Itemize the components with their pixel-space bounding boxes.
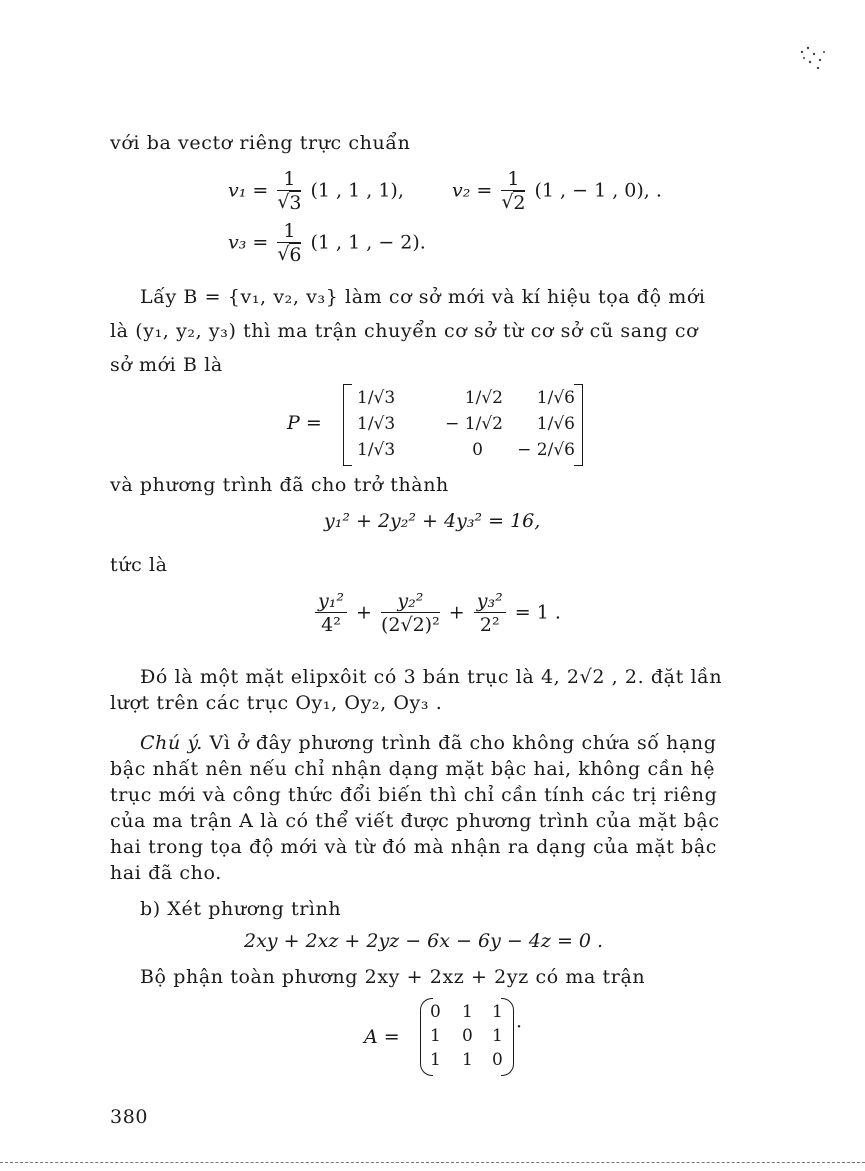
v3-lhs: v₃ =: [228, 231, 269, 254]
text-line: tức là: [110, 554, 168, 576]
equation-b: 2xy + 2xz + 2yz − 6x − 6y − 4z = 0 .: [244, 930, 604, 952]
text-line: của ma trận A là có thể viết được phương trình của mặt bậc: [110, 810, 720, 832]
text-line: hai đã cho.: [110, 862, 222, 884]
equation-v2: [452, 168, 662, 215]
matrix-a-cell: 1: [462, 1050, 473, 1070]
matrix-a-cell: 0: [462, 1026, 473, 1046]
matrix-p-cell: 0: [472, 440, 483, 460]
matrix-a-cell: 1: [430, 1026, 441, 1046]
ellipsoid-term2-denominator: (2√2)²: [380, 614, 440, 636]
matrix-p-cell: 1/√2: [464, 388, 503, 408]
note-label: Chú ý.: [140, 732, 203, 754]
equation-y: y₁² + 2y₂² + 4y₃² = 16,: [324, 510, 541, 532]
matrix-p-cell: 1/√6: [536, 388, 575, 408]
matrix-p-cell: 1/√3: [357, 414, 396, 434]
note-text: Vì ở đây phương trình đã cho không chứa số hạng: [202, 732, 717, 754]
matrix-p-cell: 1/√6: [536, 414, 575, 434]
matrix-p-cell: 1/√3: [357, 388, 396, 408]
note-paragraph-start: [140, 730, 717, 756]
matrix-p-cell: 1/√3: [357, 440, 396, 460]
ellipsoid-term1-numerator: y₁²: [315, 590, 347, 613]
v2-lhs: v₂ =: [452, 179, 493, 202]
matrix-p: [343, 384, 583, 466]
equation-v1: [228, 168, 404, 215]
matrix-p-label: P =: [287, 412, 322, 434]
matrix-a-cell: 1: [430, 1050, 441, 1070]
text-line: là (y₁, y₂, y₃) thì ma trận chuyển cơ sở từ cơ sở cũ sang cơ: [110, 320, 699, 342]
ellipsoid-term2-numerator: y₂²: [381, 590, 440, 613]
matrix-a-cell: 1: [462, 1002, 473, 1022]
equation-v3: [228, 220, 426, 267]
text-line: và phương trình đã cho trở thành: [110, 474, 449, 496]
matrix-a-dot: ·: [516, 1016, 523, 1038]
page-corner-stamp-icon: [790, 38, 830, 78]
text-line: Đó là một mặt elipxôit có 3 bán trục là 4, 2√2 , 2. đặt lần: [140, 666, 723, 688]
ellipsoid-term3-denominator: 2²: [479, 614, 500, 636]
matrix-p-cell: − 1/√2: [445, 414, 503, 434]
text-line: với ba vectơ riêng trực chuẩn: [110, 132, 411, 154]
text-line: lượt trên các trục Oy₁, Oy₂, Oy₃ .: [110, 692, 443, 714]
matrix-p-cell: − 2/√6: [517, 440, 575, 460]
ellipsoid-plus: +: [448, 601, 465, 624]
v2-denominator: 2: [513, 192, 526, 214]
v3-numerator: 1: [277, 220, 301, 243]
v1-numerator: 1: [277, 168, 301, 191]
text-line: Bộ phận toàn phương 2xy + 2xz + 2yz có ma trận: [140, 966, 646, 988]
page-bottom-rule: [0, 1162, 865, 1163]
ellipsoid-rhs: = 1 .: [514, 601, 561, 624]
matrix-a-cell: 0: [492, 1050, 503, 1070]
ellipsoid-term1-denominator: 4²: [321, 614, 341, 636]
equation-ellipsoid: [312, 590, 561, 637]
matrix-a-cell: 1: [492, 1026, 503, 1046]
text-line: trục mới và công thức đổi biến thì chỉ cần tính các trị riêng: [110, 784, 718, 806]
text-line: hai trong tọa độ mới và từ đó mà nhận ra dạng của mặt bậc: [110, 836, 718, 858]
v1-vector: (1 , 1 , 1),: [310, 179, 404, 202]
v3-vector: (1 , 1 , − 2).: [310, 231, 426, 254]
matrix-a-cell: 0: [430, 1002, 441, 1022]
ellipsoid-plus: +: [356, 601, 372, 624]
text-line: b) Xét phương trình: [140, 898, 342, 920]
v3-denominator: 6: [289, 244, 302, 266]
v2-numerator: 1: [501, 168, 525, 191]
text-line: Lấy B = {v₁, v₂, v₃} làm cơ sở mới và kí hiệu tọa độ mới: [140, 286, 706, 308]
matrix-a: [420, 998, 514, 1076]
ellipsoid-term3-numerator: y₃²: [474, 590, 506, 613]
text-line: sở mới B là: [110, 354, 223, 376]
matrix-a-label: A =: [364, 1026, 400, 1048]
v1-denominator: 3: [289, 192, 302, 214]
v1-lhs: v₁ =: [228, 179, 269, 202]
matrix-a-cell: 1: [492, 1002, 503, 1022]
page-number: 380: [110, 1106, 149, 1128]
text-line: bậc nhất nên nếu chỉ nhận dạng mặt bậc hai, không cần hệ: [110, 758, 716, 780]
v2-vector: (1 , − 1 , 0), .: [534, 179, 662, 202]
